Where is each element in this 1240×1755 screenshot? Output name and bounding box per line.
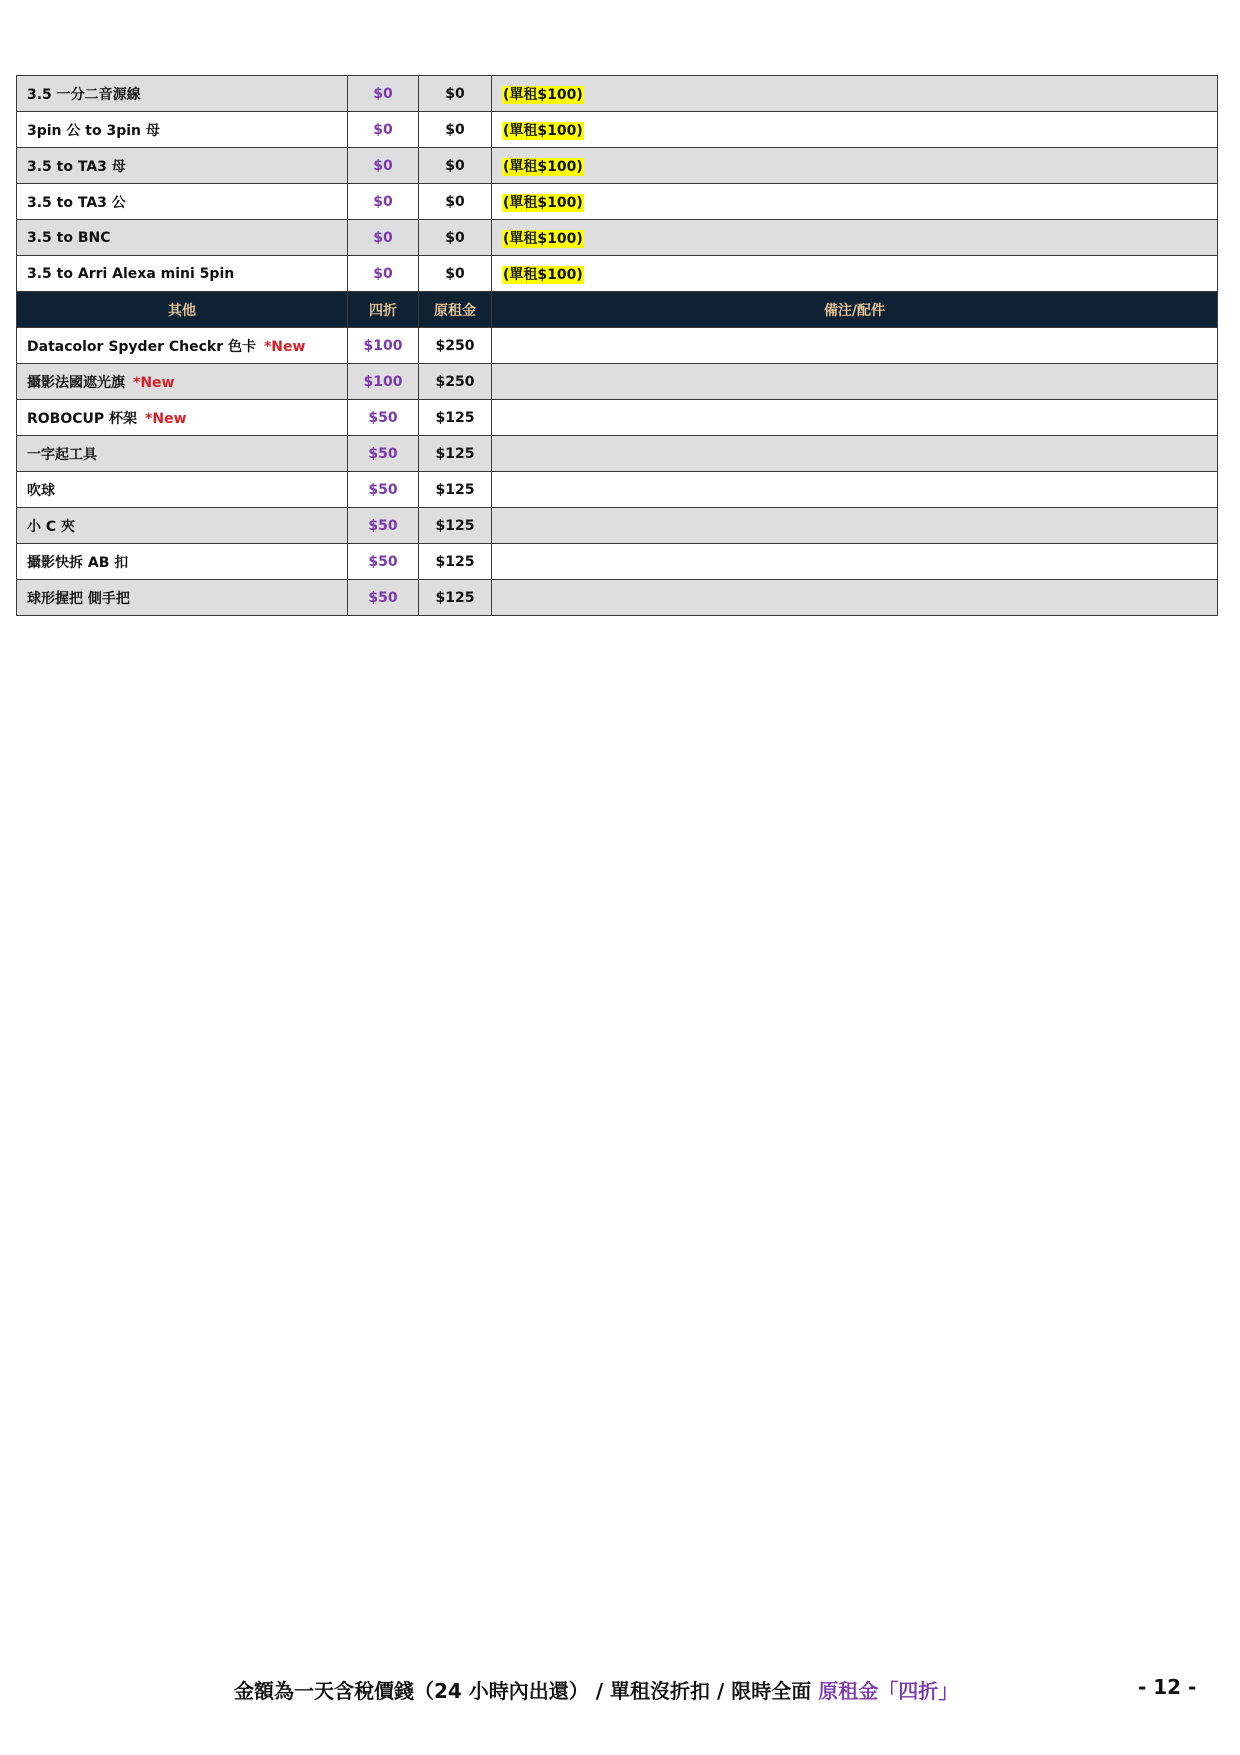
discount-price: $0 [348,112,419,148]
note-cell [492,220,1218,256]
original-price: $0 [419,148,492,184]
note-cell [492,508,1218,544]
original-price: $0 [419,112,492,148]
discount-price: $50 [348,436,419,472]
original-price: $0 [419,76,492,112]
new-badge: *New [263,338,306,355]
original-price: $0 [419,184,492,220]
discount-price: $100 [348,364,419,400]
note-cell [492,76,1218,112]
note-cell [492,544,1218,580]
table-row [17,436,1218,472]
footer-terms-text: 金額為一天含稅價錢（24 小時內出還） / 單租沒折扣 / 限時全面 [234,1679,819,1703]
table-row [17,76,1218,112]
item-name: 一字起工具 [17,436,348,472]
new-badge: *New [145,410,187,427]
discount-price: $100 [348,328,419,364]
note-cell [492,400,1218,436]
single-rent-note: (單租$100) [503,194,583,211]
item-name: 吹球 [17,472,348,508]
header-original: 原租金 [419,292,492,328]
discount-price: $0 [348,184,419,220]
discount-price: $50 [348,544,419,580]
note-cell [492,112,1218,148]
discount-price: $0 [348,148,419,184]
item-name: ROBOCUP 杯架 [27,410,138,427]
original-price: $0 [419,220,492,256]
note-cell [492,256,1218,292]
original-price: $125 [419,436,492,472]
discount-price: $0 [348,76,419,112]
item-name: 攝影法國遮光旗 [27,374,125,391]
discount-price: $0 [348,220,419,256]
item-name: 3.5 to TA3 母 [17,148,348,184]
footer-discount-highlight: 原租金「四折」 [818,1679,959,1703]
single-rent-note: (單租$100) [503,158,583,175]
item-name: 3pin 公 to 3pin 母 [17,112,348,148]
original-price: $250 [419,328,492,364]
original-price: $125 [419,400,492,436]
item-name: 攝影快拆 AB 扣 [17,544,348,580]
table-row [17,400,1218,436]
discount-price: $50 [348,580,419,616]
page-number: - 12 - [1138,1675,1197,1699]
table-row [17,364,1218,400]
note-cell [492,364,1218,400]
note-cell [492,184,1218,220]
item-name-cell [17,400,348,436]
table-row [17,544,1218,580]
rental-price-table [16,75,1218,616]
header-discount: 四折 [348,292,419,328]
note-cell [492,328,1218,364]
single-rent-note: (單租$100) [503,86,583,103]
header-category: 其他 [17,292,348,328]
single-rent-note: (單租$100) [503,230,583,247]
table-row [17,328,1218,364]
single-rent-note: (單租$100) [503,266,583,283]
others-section-header [17,292,1218,328]
original-price: $125 [419,580,492,616]
table-row [17,184,1218,220]
table-row [17,508,1218,544]
discount-price: $50 [348,400,419,436]
table-row [17,256,1218,292]
item-name: 球形握把 側手把 [17,580,348,616]
note-cell [492,436,1218,472]
item-name: 3.5 to TA3 公 [17,184,348,220]
table-row [17,148,1218,184]
item-name: Datacolor Spyder Checkr 色卡 [27,338,256,355]
item-name: 3.5 to Arri Alexa mini 5pin [17,256,348,292]
single-rent-note: (單租$100) [503,122,583,139]
header-note: 備注/配件 [492,292,1218,328]
note-cell [492,580,1218,616]
note-cell [492,472,1218,508]
note-cell [492,148,1218,184]
item-name: 3.5 一分二音源線 [17,76,348,112]
original-price: $125 [419,544,492,580]
table-row [17,220,1218,256]
item-name-cell [17,328,348,364]
table-row [17,112,1218,148]
item-name-cell [17,364,348,400]
discount-price: $0 [348,256,419,292]
item-name: 小 C 夾 [17,508,348,544]
original-price: $125 [419,472,492,508]
original-price: $250 [419,364,492,400]
item-name: 3.5 to BNC [17,220,348,256]
original-price: $125 [419,508,492,544]
discount-price: $50 [348,472,419,508]
table-row [17,580,1218,616]
original-price: $0 [419,256,492,292]
footer-terms [234,1675,958,1704]
table-row [17,472,1218,508]
new-badge: *New [133,374,175,391]
page-footer [0,1671,1240,1707]
discount-price: $50 [348,508,419,544]
